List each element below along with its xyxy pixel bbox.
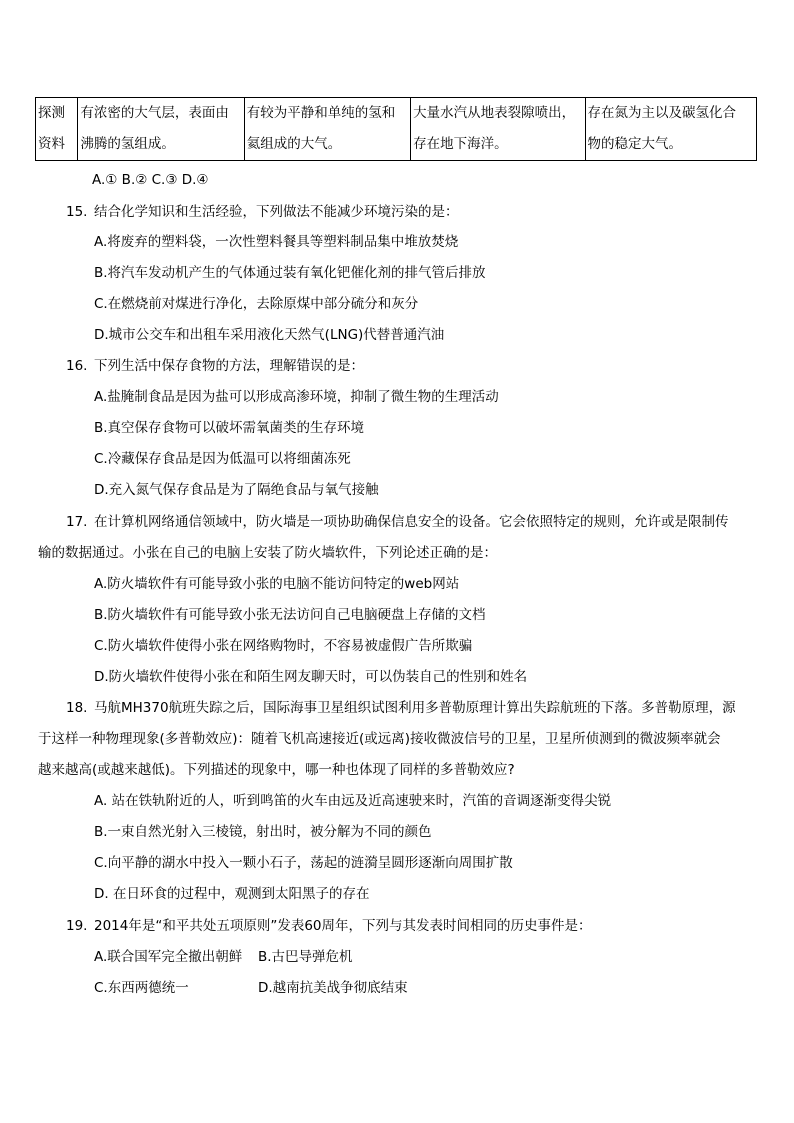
cell-text: 沸腾的氢组成。 <box>80 136 175 152</box>
header-line-2: 资料 <box>38 136 65 152</box>
q17-stem-line-2: 输的数据通过。小张在自己的电脑上安装了防火墙软件，下列论述正确的是： <box>38 545 497 561</box>
cell-text: 有浓密的大气层，表面由 <box>80 105 229 121</box>
q19-number: 19. <box>66 918 88 934</box>
table-cell-4 <box>585 98 756 161</box>
q19-option-c: C.东西两德统一 <box>94 980 189 996</box>
q18-stem-line-3: 越来越高(或越来越低)。下列描述的现象中，哪一种也体现了同样的多普勒效应? <box>38 762 515 778</box>
cell-text: 存在氮为主以及碳氢化合 <box>587 105 737 121</box>
q16-option-b: B.真空保存食物可以破坏需氧菌类的生存环境 <box>94 420 365 436</box>
table-cell-2 <box>244 98 410 161</box>
q18-option-a: A. 站在铁轨附近的人，听到鸣笛的火车由远及近高速驶来时，汽笛的音调逐渐变得尖锐 <box>94 793 612 809</box>
q18-stem-line-1 <box>66 698 736 718</box>
q17-number: 17. <box>66 514 88 530</box>
q19-stem-text: 2014年是“和平共处五项原则”发表60周年，下列与其发表时间相同的历史事件是： <box>94 918 592 934</box>
q15-option-c: C.在燃烧前对煤进行净化，去除原煤中部分硫分和灰分 <box>94 296 419 312</box>
probe-data-table <box>35 97 757 161</box>
table-cell-1 <box>78 98 244 161</box>
q16-option-c: C.冷藏保存食品是因为低温可以将细菌冻死 <box>94 451 351 467</box>
q18-stem-text-1: 马航MH370航班失踪之后，国际海事卫星组织试图利用多普勒原理计算出失踪航班的下落。多普勒原理，源 <box>94 700 736 716</box>
q15-number: 15. <box>66 204 88 220</box>
q14-options: A.① B.② C.③ D.④ <box>92 172 209 188</box>
q19-option-a: A.联合国军完全撤出朝鲜 <box>94 949 243 965</box>
q16-number: 16. <box>66 358 88 374</box>
q18-stem-line-2: 于这样一种物理现象(多普勒效应)：随着飞机高速接近(或远离)接收微波信号的卫星，卫星所侦测到的微波频率就会 <box>38 731 721 747</box>
q19-stem <box>66 916 592 936</box>
table-cell-3 <box>411 98 585 161</box>
q17-stem-line-1 <box>66 512 729 532</box>
cell-text: 大量水汽从地表裂隙喷出， <box>413 105 576 121</box>
cell-text: 氦组成的大气。 <box>246 136 342 152</box>
q17-option-c: C.防火墙软件使得小张在网络购物时，不容易被虚假广告所欺骗 <box>94 638 473 654</box>
q19-option-d: D.越南抗美战争彻底结束 <box>258 980 408 996</box>
table-header-cell <box>36 98 78 161</box>
q16-option-d: D.充入氮气保存食品是为了隔绝食品与氧气接触 <box>94 482 379 498</box>
q17-option-a: A.防火墙软件有可能导致小张的电脑不能访问特定的web网站 <box>94 576 460 592</box>
q18-option-c: C.向平静的湖水中投入一颗小石子，荡起的涟漪呈圆形逐渐向周围扩散 <box>94 855 513 871</box>
q15-option-d: D.城市公交车和出租车采用液化天然气(LNG)代替普通汽油 <box>94 327 445 343</box>
header-line-1: 探测 <box>38 105 65 121</box>
q17-option-b: B.防火墙软件有可能导致小张无法访问自己电脑硬盘上存储的文档 <box>94 607 486 623</box>
q18-option-d: D. 在日环食的过程中，观测到太阳黑子的存在 <box>94 886 370 902</box>
q17-stem-text-1: 在计算机网络通信领域中，防火墙是一项协助确保信息安全的设备。它会依照特定的规则，允许或是限制传 <box>94 514 729 530</box>
q15-stem <box>66 202 459 222</box>
q16-stem <box>66 356 364 376</box>
q16-option-a: A.盐腌制食品是因为盐可以形成高渗环境，抑制了微生物的生理活动 <box>94 389 499 405</box>
q17-option-d: D.防火墙软件使得小张在和陌生网友聊天时，可以伪装自己的性别和姓名 <box>94 669 528 685</box>
q15-option-a: A.将废弃的塑料袋，一次性塑料餐具等塑料制品集中堆放焚烧 <box>94 234 459 250</box>
q18-option-b: B.一束自然光射入三棱镜，射出时，被分解为不同的颜色 <box>94 824 432 840</box>
q19-option-b: B.古巴导弹危机 <box>258 949 353 965</box>
q18-number: 18. <box>66 700 88 716</box>
table-row <box>36 98 757 161</box>
q15-stem-text: 结合化学知识和生活经验，下列做法不能减少环境污染的是： <box>94 204 459 220</box>
q15-option-b: B.将汽车发动机产生的气体通过装有氧化钯催化剂的排气管后排放 <box>94 265 486 281</box>
cell-text: 存在地下海洋。 <box>413 136 508 152</box>
cell-text: 物的稳定大气。 <box>587 136 683 152</box>
q16-stem-text: 下列生活中保存食物的方法，理解错误的是： <box>94 358 364 374</box>
cell-text: 有较为平静和单纯的氢和 <box>246 105 396 121</box>
